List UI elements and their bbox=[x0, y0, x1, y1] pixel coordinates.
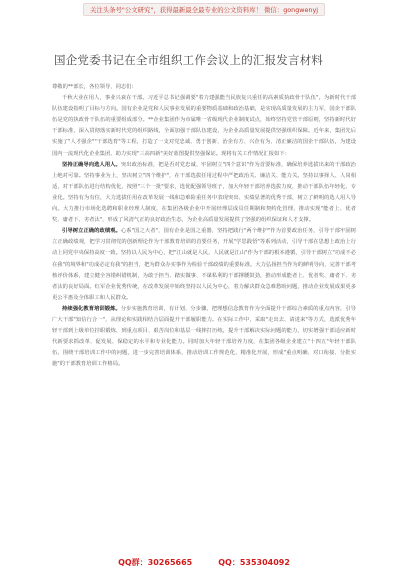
paragraph-intro-text: 千秋大业在用人，事业兴衰在干部。习近平总书记强调要"着力建强能当民族复兴重任的高素质执政骨干队伍"，为新时代干部队伍建设指明了目标与方向。国有企业是党和人民事业发展的重要物质基础和政治基础，是实现高质量发展的主力军，国企干部队伍是党的执政骨干队伍的重要组成部分。**企业集团作为市属唯一省级现代企业制度试点，始终坚持党管干部原则，坚持新时代好干部标准，深入贯彻落实新时代党的组织路线，全面加强干部队伍建设，为企业高质量发展提供坚强组织保障。近年来，集团先后实施了"人才强企""干部选育"等工程，打造了一支对党忠诚、勇于创新、治企有方、兴企有为、清正廉洁的国企干部队伍，为建设国内一流现代化企业集团、助力实现"三高四新"美好蓝图提供坚强保证。现将有关工作情况汇报如下： bbox=[52, 95, 356, 157]
section-2-heading: 引导树立正确的政绩观。 bbox=[62, 228, 121, 235]
section-3-heading: 持续强化教育培训锻炼。 bbox=[62, 305, 121, 312]
section-1-text: 突出政治标准，把是否对党忠诚、牢固树立"四个意识"作为首要标准，确保培养选拔出来的干部政治上绝对可靠。坚持事业为上，坚决树立"四个维护"，在干部选拔任用过程中严把政治关、廉洁关、能力关。坚持以事择人、人岗相适，对干部队伍进行结构优化，按照"三个一批"要求，选优配强领导班子，加大年轻干部培养选拔力度，推动干部队伍年轻化、专业化。坚持有为有位，大力选拔任用在改革发展一线和急难险重任务中表现突出、实绩显著的优秀干部，树立了鲜明的选人用人导向。大力推行市场化选聘和职业经理人制度，在集团各级企业中开展经理层成员任期制和契约化管理，推动实现"能者上、优者奖、庸者下、劣者汰"，形成了风清气正的良好政治生态，为企业高质量发展提供了坚强的组织保证和人才支撑。 bbox=[52, 161, 356, 224]
document-title: 国企党委书记在全市组织工作会议上的汇报发言材料 bbox=[54, 53, 324, 67]
paragraph-section-3 bbox=[52, 304, 356, 371]
document-body bbox=[52, 82, 356, 370]
section-3-text: 分步实施教育培训，有计划、分步骤，把理想信念教育作为全面提升干部综合素质的重点内容，引导广大干部"知信行合一"，从理论和实践相结合层面提升干部履职能力。在实际工作中，采取"走出去、请进来"等方式，选派优秀年轻干部到上级单位挂职锻炼，到重点项目、艰苦岗位和基层一线摔打历练，提升干部解决实际问题的能力，切实增强干部适应新时代新要求抓改革、促发展、保稳定的水平和专业化能力。同时加大年轻干部培养力度，在集团各级企业建立"十四五"年轻干部队伍，围绕干部培训工作中的问题，进一步完善培训体系，推动培训工作规范化、精准化开展，形成"重点明确、对口衔接、分批实施"的干部教育培训工作格局。 bbox=[52, 305, 356, 368]
paragraph-section-2 bbox=[52, 226, 356, 304]
promo-banner-text: 关注头条号"公文研究"，获得最新最全最专业的公文资料库！ 微信：gongwenyj bbox=[83, 3, 325, 16]
paragraph-intro bbox=[52, 93, 356, 160]
section-1-heading: 坚持正确导向选人用人。 bbox=[62, 161, 121, 168]
qq-number: QQ：535304092 bbox=[218, 557, 290, 567]
section-2-text: 心系"国之大者"，国有企业是国之重器，坚持把践行"两个维护"作为首要政治任务，引导干部牢固树立正确政绩观，把学习贯彻党的创新理论作为干部教育培训的首要任务，开展"学思践悟"等系列活动，引导干部在思想上政治上行动上同党中央保持高度一致。坚持以人民为中心，把"江山就是人民，人民就是江山"作为干部的根本遵循，引导干部树立"功成不必在我"的境界和"功成必定有我"的担当，把为群众办实事作为检验干部政绩的重要标准。大力弘扬担当作为的鲜明导向，完善干部考核评价体系，建立健全容错纠错机制，为敢于担当、踏实做事、不谋私利的干部撑腰鼓劲，推动形成能者上、优者奖、庸者下、劣者汰的良好局面。红军企业优秀传统，在改革发展中始终坚持以人民为中心，着力解决群众急难愁盼问题，推动企业发展成果更多更公平惠及全体职工和人民群众。 bbox=[52, 228, 356, 301]
salutation: 尊敬的**部长，各位领导，同志们： bbox=[52, 84, 137, 90]
paragraph-section-1 bbox=[52, 160, 356, 227]
contact-footer bbox=[0, 552, 408, 572]
promo-banner bbox=[0, 0, 408, 18]
qq-group-number: QQ群：30265665 bbox=[118, 557, 193, 567]
